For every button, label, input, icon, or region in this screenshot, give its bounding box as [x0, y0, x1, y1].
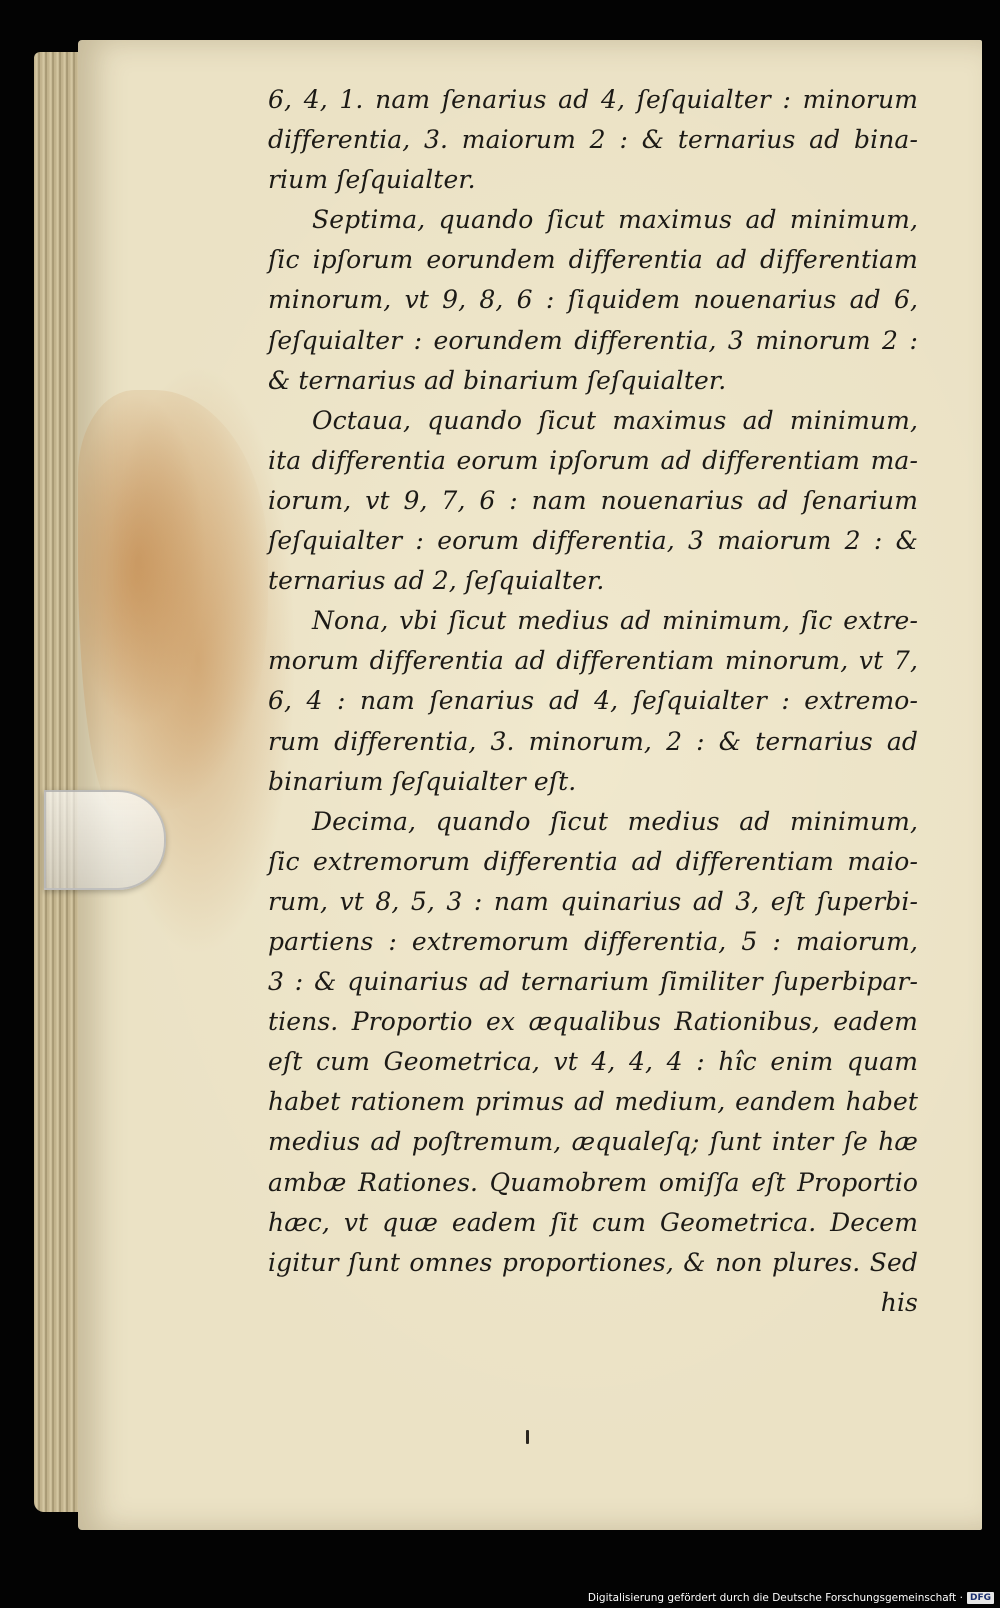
text-line-23: 3 : & quinarius ad ternarium ſimiliter ſuperbipar-	[268, 967, 918, 997]
text-line-7: ſeſquialter : eorundem differentia, 3 minorum 2 :	[268, 325, 918, 355]
page-clip	[44, 790, 166, 890]
dfg-logo: DFG	[967, 1592, 994, 1604]
text-line-6: minorum, vt 9, 8, 6 : ſiquidem nouenarius ad 6,	[268, 285, 918, 315]
text-line-18: binarium ſeſquialter eſt.	[268, 766, 577, 796]
text-line-25: eſt cum Geometrica, vt 4, 4, 4 : hîc enim quam	[268, 1047, 918, 1077]
text-line-12: ſeſquialter : eorum differentia, 3 maiorum 2 : &	[268, 526, 918, 556]
text-line-30: igitur ſunt omnes proportiones, & non plures. Sed	[268, 1247, 918, 1277]
digitization-credit: Digitalisierung gefördert durch die Deutsche Forschungsgemeinschaft ·	[587, 1592, 963, 1604]
text-line-20: ſic extremorum differentia ad differentiam maio-	[268, 846, 918, 876]
text-line-9: Octaua, quando ſicut maximus ad minimum,	[312, 405, 918, 435]
text-line-11: iorum, vt 9, 7, 6 : nam nouenarius ad ſenarium	[268, 485, 918, 515]
text-line-1: 6, 4, 1. nam ſenarius ad 4, ſeſquialter : minorum	[268, 85, 918, 114]
text-line-19: Decima, quando ſicut medius ad minimum,	[312, 806, 918, 836]
digitization-footer	[588, 1592, 994, 1604]
text-line-22: partiens : extremorum differentia, 5 : maiorum,	[268, 926, 918, 956]
text-line-4: Septima, quando ſicut maximus ad minimum,	[312, 205, 918, 235]
text-line-28: ambæ Rationes. Quamobrem omiſſa eſt Proportio	[268, 1167, 918, 1197]
text-line-16: 6, 4 : nam ſenarius ad 4, ſeſquialter : extremo-	[268, 686, 918, 716]
text-line-26: habet rationem primus ad medium, eandem habet	[268, 1087, 918, 1117]
text-line-3: rium ſeſquialter.	[268, 165, 476, 195]
signature-mark	[526, 1430, 529, 1444]
text-line-2: differentia, 3. maiorum 2 : & ternarius ad bina-	[268, 125, 918, 155]
catchword: his	[880, 1287, 918, 1317]
text-line-15: morum differentia ad differentiam minorum, vt 7,	[268, 646, 918, 676]
page-text	[268, 80, 918, 1323]
text-line-29: hæc, vt quæ eadem ſit cum Geometrica. Decem	[268, 1207, 918, 1237]
text-line-14: Nona, vbi ſicut medius ad minimum, ſic extre-	[312, 606, 918, 636]
text-line-10: ita differentia eorum ipſorum ad differentiam ma-	[268, 445, 918, 475]
text-line-21: rum, vt 8, 5, 3 : nam quinarius ad 3, eſt ſuperbi-	[268, 886, 918, 916]
text-line-13: ternarius ad 2, ſeſquialter.	[268, 566, 605, 596]
text-line-8: & ternarius ad binarium ſeſquialter.	[268, 365, 727, 395]
text-line-17: rum differentia, 3. minorum, 2 : & ternarius ad	[268, 726, 918, 756]
text-line-24: tiens. Proportio ex æqualibus Rationibus, eadem	[268, 1007, 918, 1037]
text-line-5: ſic ipſorum eorundem differentia ad differentiam	[268, 245, 918, 275]
text-line-27: medius ad poſtremum, æqualeſq; ſunt inter ſe hæ	[268, 1127, 918, 1157]
